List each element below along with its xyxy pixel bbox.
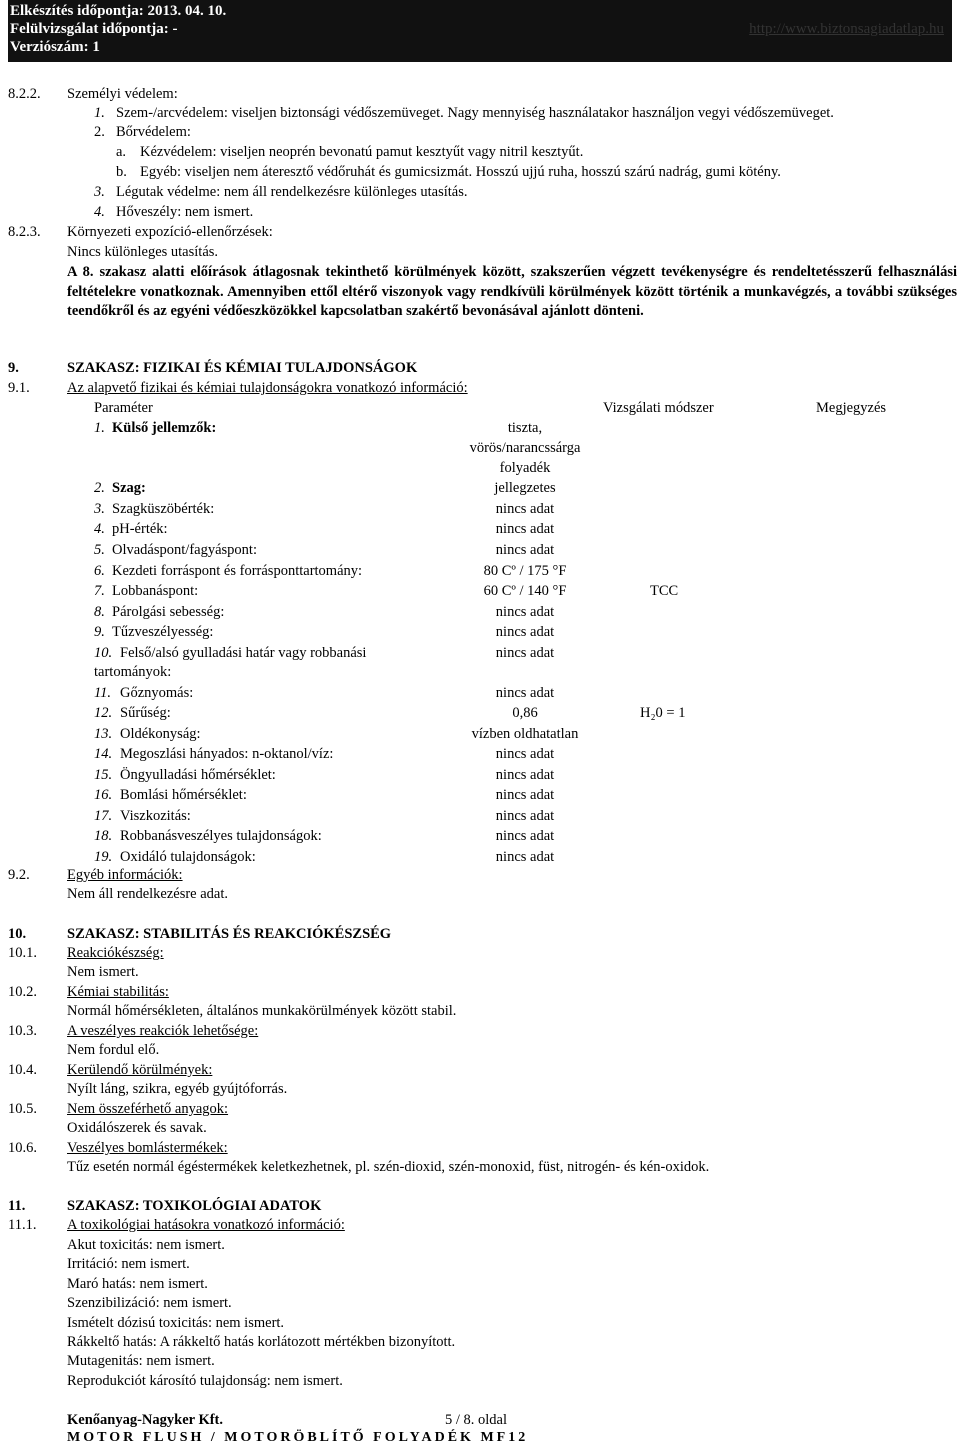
property-value: 0,86 (512, 705, 538, 721)
property-value: nincs adat (495, 501, 555, 517)
document-header (8, 0, 952, 62)
property-value: vízben oldhatatlan (471, 726, 579, 742)
subsection-title: Kerülendő körülmények: (67, 1062, 213, 1078)
footer-company: Kenőanyag-Nagyker Kft. (67, 1412, 224, 1428)
subsection-number: 10.6. (8, 1140, 37, 1156)
property-value: nincs adat (495, 542, 555, 558)
property-value: jellegzetes (494, 480, 556, 496)
property-label: Bomlási hőmérséklet: (120, 787, 247, 803)
property-value: vörös/narancssárga (469, 440, 581, 456)
column-header-param: Paraméter (94, 400, 153, 416)
subsection-text: Nem ismert. (67, 964, 139, 980)
list-item: Irritáció: nem ismert. (67, 1256, 190, 1273)
row-number: 18. (94, 828, 113, 844)
row-number: 8. (94, 604, 105, 620)
property-label: Felső/alsó gyulladási határ vagy robbanási (120, 645, 367, 661)
subsection-title: Az alapvető fizikai és kémiai tulajdonságokra vonatkozó információ: (67, 380, 468, 396)
property-label: Öngyulladási hőmérséklet: (120, 767, 276, 783)
list-letter: a. (116, 144, 127, 160)
row-number: 13. (94, 726, 113, 742)
property-value: nincs adat (495, 521, 555, 537)
section-number: 8.2.2. (8, 86, 41, 102)
review-date: Felülvizsgálat időpontja: - (10, 21, 178, 37)
property-label: Párolgási sebesség: (112, 604, 225, 620)
section-number: 8.2.3. (8, 224, 41, 240)
section-heading: SZAKASZ: FIZIKAI ÉS KÉMIAI TULAJDONSÁGOK (67, 360, 418, 376)
subsection-title: Reakciókészség: (67, 945, 164, 961)
property-value: 80 Cº / 175 °F (483, 563, 567, 579)
property-value: nincs adat (495, 767, 555, 783)
property-label: pH-érték: (112, 521, 168, 537)
property-label: Szag: (112, 480, 146, 496)
list-item: Szem-/arcvédelem: viseljen biztonsági védőszemüveget. Nagy mennyiség használatakor használjon vegyi védőszemüveget. (116, 105, 834, 121)
row-number: 15. (94, 767, 113, 783)
subsection-text: Nem fordul elő. (67, 1042, 160, 1058)
property-value: nincs adat (495, 604, 555, 620)
property-value: nincs adat (495, 849, 555, 865)
row-number: 7. (94, 583, 105, 599)
row-number: 16. (94, 787, 113, 803)
property-value: folyadék (499, 460, 551, 476)
property-note: H₂0 = 1 (640, 705, 686, 721)
column-header-note: Megjegyzés (816, 400, 887, 416)
subsection-number: 9.1. (8, 380, 30, 396)
property-label: Sűrűség: (120, 705, 171, 721)
version: Verziószám: 1 (10, 39, 100, 55)
subsection-number: 10.5. (8, 1101, 37, 1117)
list-item: Légutak védelme: nem áll rendelkezésre különleges utasítás. (116, 184, 468, 200)
subsection-title: Kémiai stabilitás: (67, 984, 169, 1000)
property-label: Lobbanáspont: (112, 583, 199, 599)
property-value: nincs adat (495, 808, 555, 824)
property-note: TCC (650, 583, 679, 599)
subsection-text: Tűz esetén normál égéstermékek keletkezhetnek, pl. szén-dioxid, szén-monoxid, füst, nitrogén- és kén-oxidok. (67, 1159, 710, 1175)
property-label: Külső jellemzők: (112, 420, 217, 436)
property-label: Gőznyomás: (120, 685, 194, 701)
row-number: 1. (94, 420, 105, 436)
subsection-number: 9.2. (8, 867, 30, 883)
subsection-title: A veszélyes reakciók lehetősége: (67, 1023, 259, 1039)
subsection-title: Nem összeférhető anyagok: (67, 1101, 229, 1117)
subsection-number: 10.4. (8, 1062, 37, 1078)
subsection-number: 10.2. (8, 984, 37, 1000)
property-value: nincs adat (495, 624, 555, 640)
subsection-text: Normál hőmérsékleten, általános munkakörülmények között stabil. (67, 1003, 457, 1019)
list-item: Egyéb: viseljen nem áteresztő védőruhát és gumicsizmát. Hosszú ujjú ruha, hosszú szárú nadrág, gumi kötény. (140, 164, 781, 180)
section-text: Nem áll rendelkezésre adat. (67, 886, 229, 902)
section-heading: SZAKASZ: TOXIKOLÓGIAI ADATOK (67, 1198, 322, 1214)
row-number: 2. (94, 480, 105, 496)
subsection-title: Veszélyes bomlástermékek: (67, 1140, 228, 1156)
property-label: Viszkozitás: (120, 808, 191, 824)
property-label: Oxidáló tulajdonságok: (120, 849, 256, 865)
subsection-number: 10.1. (8, 945, 37, 961)
property-value: 60 Cº / 140 °F (483, 583, 567, 599)
property-label: Kezdeti forráspont és forrásponttartomány: (112, 563, 363, 579)
property-value: tiszta, (507, 420, 543, 436)
property-value: nincs adat (495, 746, 555, 762)
subsection-number: 10.3. (8, 1023, 37, 1039)
list-item: Akut toxicitás: nem ismert. (67, 1237, 225, 1253)
footer-product: MOTOR FLUSH / MOTORÖBLÍTŐ FOLYADÉK MF12 (67, 1430, 529, 1445)
section-text: Nincs különleges utasítás. (67, 244, 219, 260)
list-number: 1. (94, 105, 105, 121)
property-value: nincs adat (495, 828, 555, 844)
property-label: Oldékonyság: (120, 726, 201, 742)
row-number: 11. (94, 685, 112, 701)
section-number: 11. (8, 1198, 26, 1214)
property-value: nincs adat (495, 645, 555, 661)
list-item: Kézvédelem: viseljen neoprén bevonatú pamut kesztyűt vagy nitril kesztyűt. (140, 144, 584, 160)
row-number: 10. (94, 645, 113, 661)
property-label: Megoszlási hányados: n-oktanol/víz: (120, 746, 334, 762)
property-value: nincs adat (495, 685, 555, 701)
row-number: 6. (94, 563, 105, 579)
row-number: 19. (94, 849, 113, 865)
property-label: Olvadáspont/fagyáspont: (112, 542, 257, 558)
list-item: Reprodukciót károsító tulajdonság: nem ismert. (67, 1372, 343, 1389)
row-number: 4. (94, 521, 105, 537)
subsection-title: A toxikológiai hatásokra vonatkozó információ: (67, 1217, 345, 1233)
list-item: Rákkeltő hatás: A rákkeltő hatás korlátozott mértékben bizonyított. (67, 1334, 456, 1350)
property-label: Robbanásveszélyes tulajdonságok: (120, 828, 322, 844)
list-item: Ismételt dózisú toxicitás: nem ismert. (67, 1314, 285, 1331)
property-label: tartományok: (94, 664, 172, 680)
list-item: Bőrvédelem: (116, 124, 191, 140)
list-letter: b. (116, 164, 127, 180)
list-item: Hőveszély: nem ismert. (116, 204, 254, 220)
row-number: 14. (94, 746, 113, 762)
row-number: 3. (94, 501, 105, 517)
subsection-title: Egyéb információk: (67, 867, 183, 883)
row-number: 12. (94, 705, 113, 721)
website-link[interactable]: http://www.biztonsagiadatlap.hu (749, 21, 944, 37)
created-date: Elkészítés időpontja: 2013. 04. 10. (10, 3, 227, 19)
subsection-text: Oxidálószerek és savak. (67, 1120, 207, 1136)
column-header-method: Vizsgálati módszer (603, 400, 714, 416)
property-label: Tűzveszélyesség: (112, 624, 214, 640)
list-number: 4. (94, 204, 105, 220)
note-paragraph: A 8. szakasz alatti előírások átlagosnak tekinthető körülmények között, szakszerűen végzett tevékenységre és rendeltetésszerű felhasználási feltételekre vonatkoznak. Amennyiben ettől eltérő viszonyok vagy rendkívüli körülmények között történik a munkavégzés, a további szükséges teendőkről és az egyéni védőeszközökkel kapcsolatban szakértő bevonásával ajánlott dönteni. (67, 264, 957, 320)
subsection-number: 11.1. (8, 1217, 37, 1233)
row-number: 17. (94, 808, 113, 824)
section-heading: SZAKASZ: STABILITÁS ÉS REAKCIÓKÉSZSÉG (67, 926, 392, 942)
section-number: 9. (8, 360, 19, 376)
list-item: Maró hatás: nem ismert. (67, 1275, 208, 1292)
row-number: 5. (94, 542, 105, 558)
property-label: Szagküszöbérték: (112, 501, 215, 517)
subsection-text: Nyílt láng, szikra, egyéb gyújtóforrás. (67, 1081, 288, 1097)
section-title: Személyi védelem: (67, 86, 178, 102)
list-number: 2. (94, 124, 105, 140)
list-item: Mutagenitás: nem ismert. (67, 1353, 215, 1370)
section-title: Környezeti expozíció-ellenőrzések: (67, 224, 273, 240)
row-number: 9. (94, 624, 105, 640)
list-number: 3. (94, 184, 105, 200)
footer-page: 5 / 8. oldal (445, 1412, 508, 1428)
list-item: Szenzibilizáció: nem ismert. (67, 1295, 232, 1312)
property-value: nincs adat (495, 787, 555, 803)
section-number: 10. (8, 926, 27, 942)
